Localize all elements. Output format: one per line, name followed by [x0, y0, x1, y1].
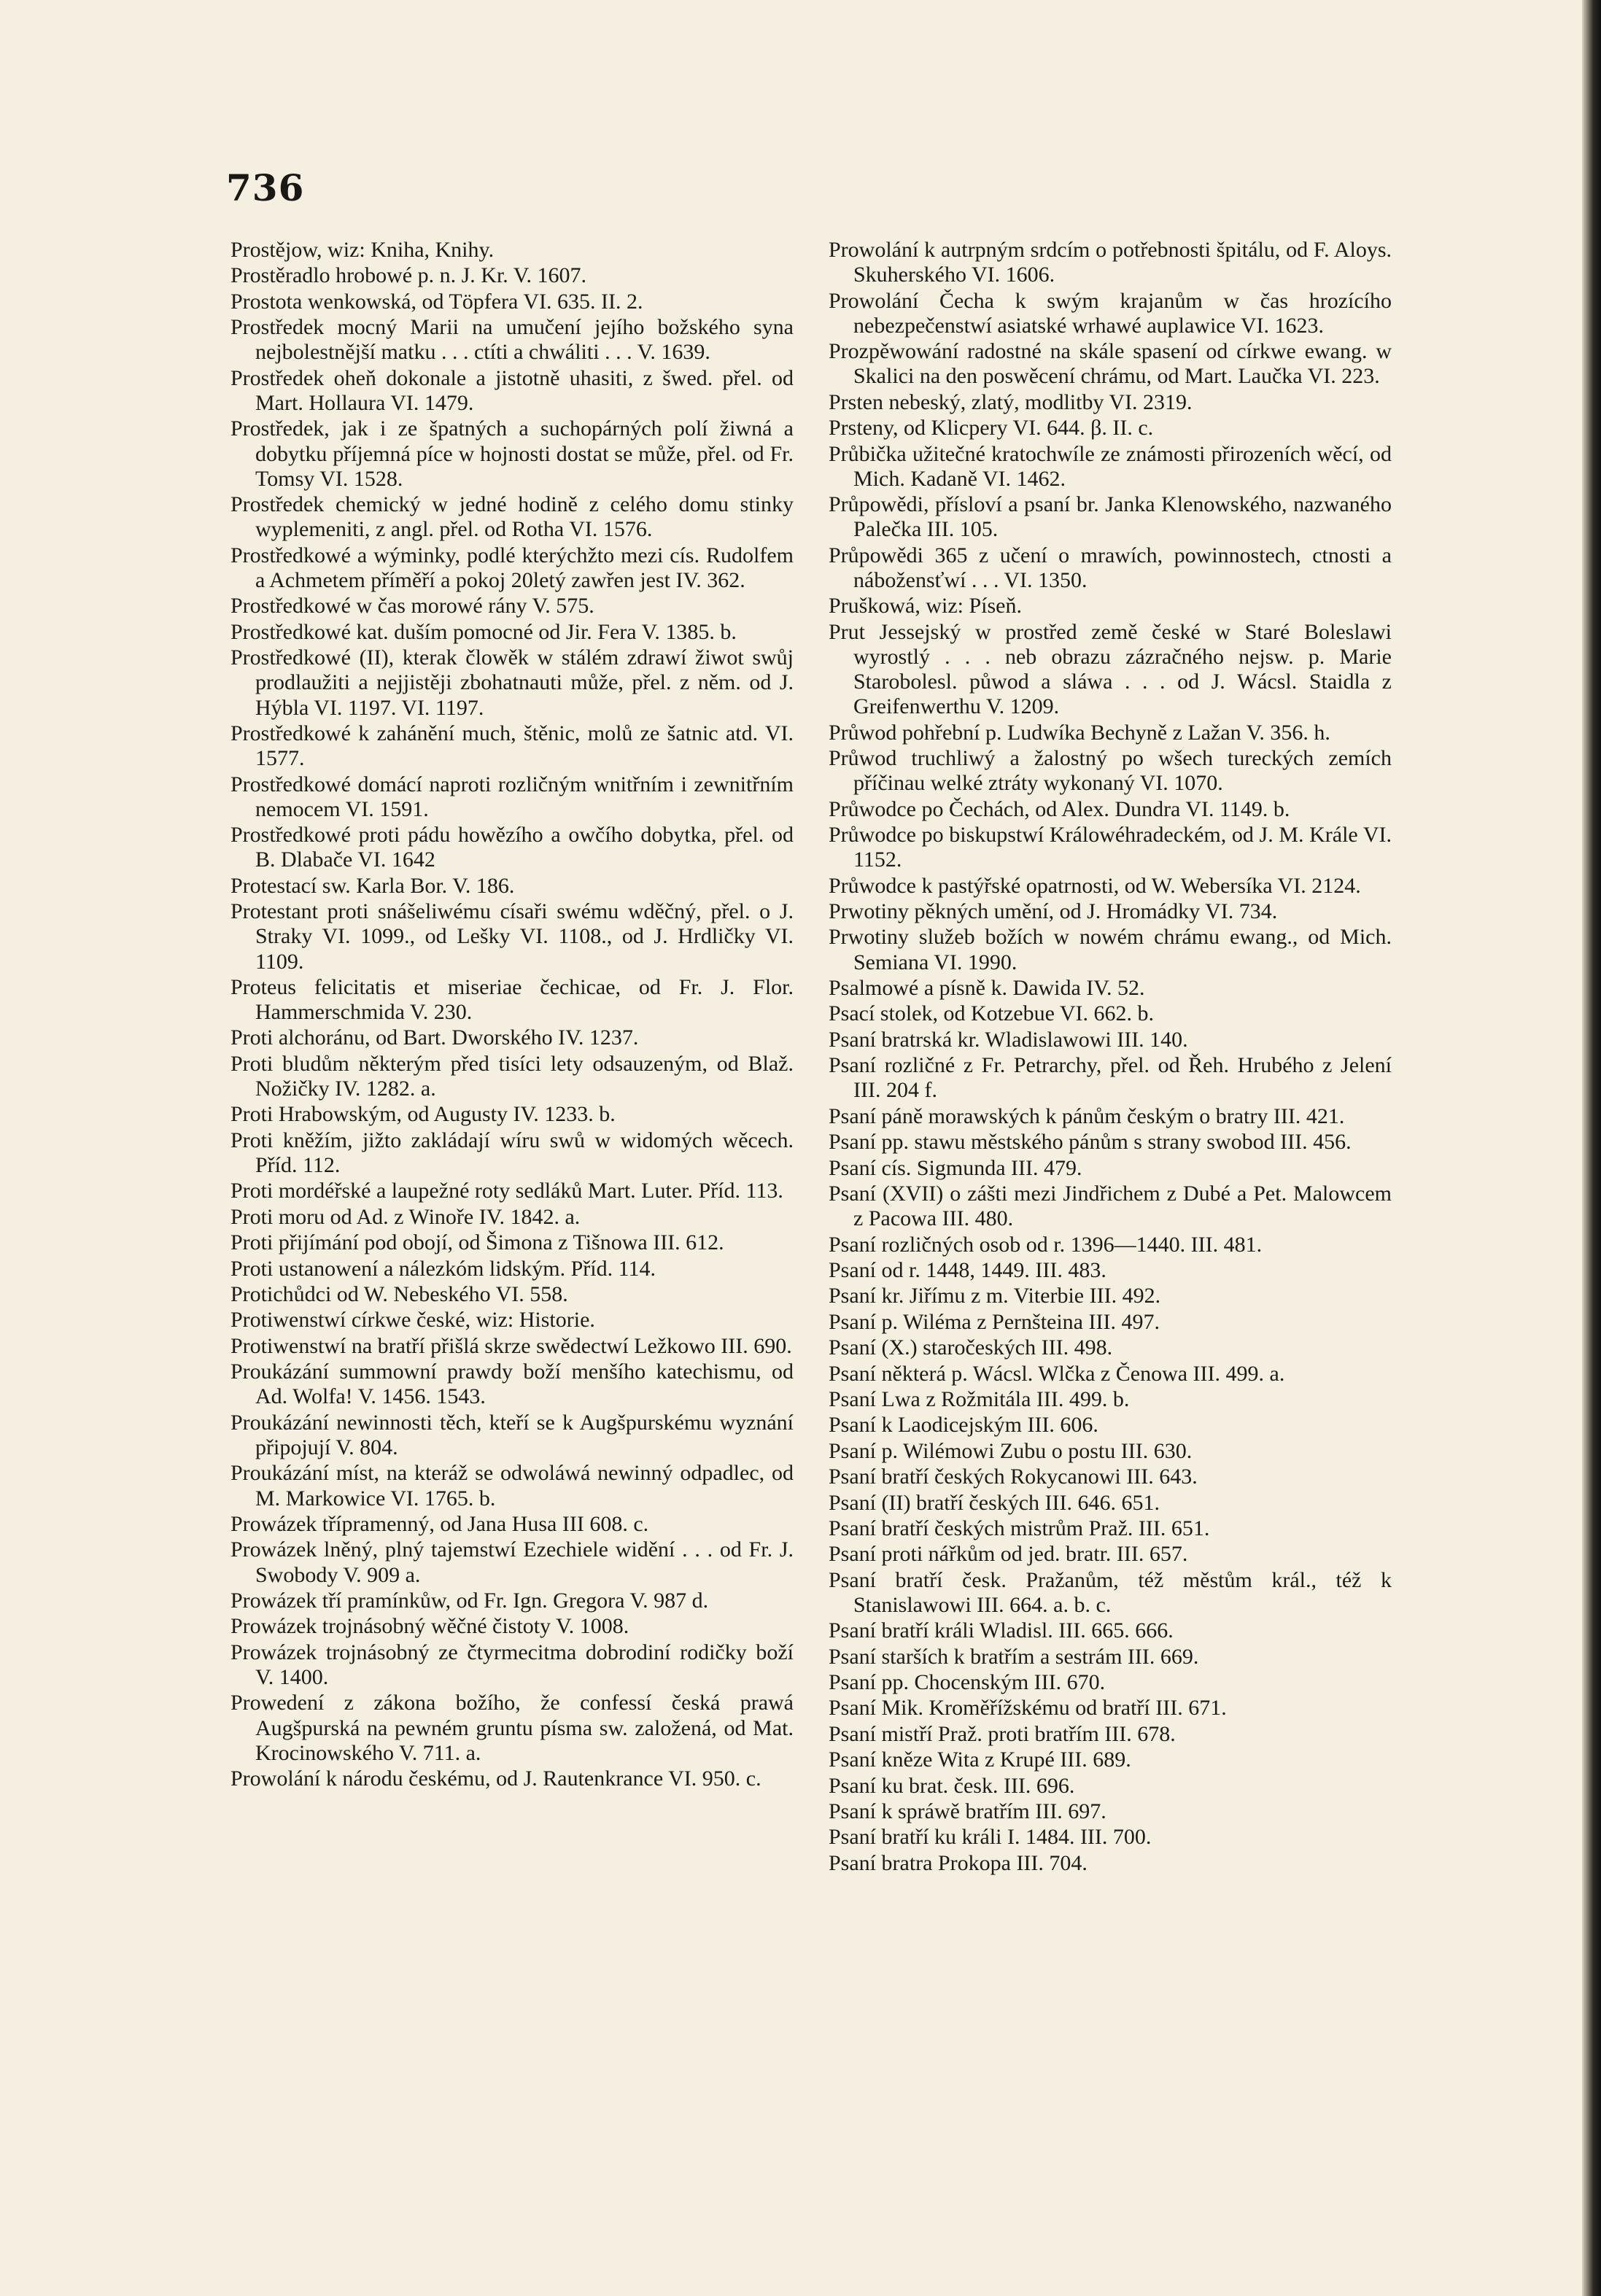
- index-entry: Prostředek oheň dokonale a jistotně uhasiti, z šwed. přel. od Mart. Hollaura VI. 1479.: [230, 365, 794, 415]
- index-entry: Prowolání Čecha k swým krajanům w čas hrozícího nebezpečenstwí asiatské wrhawé auplawice VI. 1623.: [829, 288, 1392, 338]
- index-entry: Psaní bratří ku králi I. 1484. III. 700.: [829, 1825, 1152, 1850]
- index-entry: Psaní p. Wiléma z Pernšteina III. 497.: [829, 1309, 1160, 1334]
- index-entry: Protiwenstwí církwe české, wiz: Historie.: [230, 1308, 595, 1333]
- index-entry: Psaní k spráwě bratřím III. 697.: [829, 1799, 1106, 1824]
- index-entry: Psací stolek, od Kotzebue VI. 662. b.: [829, 1001, 1155, 1026]
- index-entry: Psaní rozličné z Fr. Petrarchy, přel. od Řeh. Hrubého z Jelení III. 204 f.: [829, 1053, 1392, 1103]
- index-entry: Prostěradlo hrobowé p. n. J. Kr. V. 1607.: [230, 263, 587, 288]
- index-entry: Psaní pp. Chocenským III. 670.: [829, 1670, 1106, 1695]
- index-entry: Psaní p. Wilémowi Zubu o postu III. 630.: [829, 1438, 1193, 1463]
- index-entry: Psaní pp. stawu městského pánům s strany swobod III. 456.: [829, 1130, 1352, 1155]
- index-entry: Prowázek trojnásobný ze čtyrmecitma dobrodiní rodičky boží V. 1400.: [230, 1640, 794, 1689]
- index-entry: Psaní (XVII) o zášti mezi Jindřichem z Dubé a Pet. Malowcem z Pacowa III. 480.: [829, 1182, 1392, 1231]
- page-number: 736: [226, 166, 305, 209]
- index-entry: Psaní (II) bratří českých III. 646. 651.: [829, 1490, 1160, 1515]
- index-entry: Psaní páně morawských k pánům českým o bratry III. 421.: [829, 1104, 1345, 1128]
- index-entry: Prowázek tří pramínkůw, od Fr. Ign. Gregora V. 987 d.: [230, 1588, 709, 1613]
- index-entry: Proukázání míst, na kteráž se odwoláwá newinný odpadlec, od M. Markowice VI. 1765. b.: [230, 1461, 794, 1510]
- index-entry: Psaní některá p. Wácsl. Wlčka z Čenowa III. 499. a.: [829, 1361, 1285, 1386]
- index-entry: Psaní rozličných osob od r. 1396—1440. III. 481.: [829, 1232, 1263, 1257]
- index-entry: Psalmowé a písně k. Dawida IV. 52.: [829, 976, 1145, 1001]
- index-entry: Protestant proti snášeliwému císaři swému wděčný, přel. o J. Straky VI. 1099., od Lešky VI. 1108., od J. Hrdličky VI. 1109.: [230, 899, 794, 974]
- index-entry: Psaní bratrská kr. Wladislawowi III. 140.: [829, 1027, 1188, 1052]
- index-entry: Psaní mistří Praž. proti bratřím III. 678.: [829, 1721, 1176, 1746]
- index-entry: Psaní bratří česk. Pražanům, též městům král., též k Stanislawowi III. 664. a. b. c.: [829, 1567, 1392, 1617]
- index-entry: Proti alchoránu, od Bart. Dworského IV. 1237.: [230, 1025, 639, 1050]
- index-entry: Průwodce po biskupstwí Králowéhradeckém, od J. M. Krále VI. 1152.: [829, 823, 1392, 872]
- index-column-left: [230, 238, 794, 1793]
- index-entry: Proukázání summowní prawdy boží menšího katechismu, od Ad. Wolfa! V. 1456. 1543.: [230, 1360, 794, 1409]
- index-entry: Psaní starších k bratřím a sestrám III. 669.: [829, 1644, 1199, 1669]
- index-entry: Průwod pohřební p. Ludwíka Bechyně z Lažan V. 356. h.: [829, 720, 1330, 745]
- index-entry: Psaní k Laodicejským III. 606.: [829, 1413, 1098, 1438]
- index-entry: Psaní (X.) staročeských III. 498.: [829, 1335, 1113, 1360]
- index-entry: Psaní bratra Prokopa III. 704.: [829, 1850, 1088, 1875]
- index-entry: Prowázek trojnásobný wěčné čistoty V. 1008.: [230, 1614, 629, 1639]
- index-entry: Prwotiny pěkných umění, od J. Hromádky VI. 734.: [829, 899, 1278, 924]
- index-entry: Psaní cís. Sigmunda III. 479.: [829, 1155, 1082, 1180]
- index-entry: Protichůdci od W. Nebeského VI. 558.: [230, 1282, 568, 1307]
- index-entry: Proti ustanowení a nálezkóm lidským. Příd. 114.: [230, 1256, 656, 1281]
- index-entry: Psaní bratří českých mistrům Praž. III. 651.: [829, 1516, 1210, 1540]
- index-entry: Prut Jessejský w prostřed země české w Staré Boleslawi wyrostlý . . . neb obrazu zázračného nejsw. p. Marie Starobolesl. půwod a sláwa . . . od J. Wácsl. Staidla z Greifenwerthu V. 1209.: [829, 619, 1392, 719]
- index-entry: Psaní proti nářkům od jed. bratr. III. 657.: [829, 1542, 1188, 1567]
- index-entry: Prostředek mocný Marii na umučení jejího božského syna nejbolestnější matku . . . ctíti a chwáliti . . . V. 1639.: [230, 315, 794, 365]
- index-entry: Prostředkowé proti pádu howězího a owčího dobytka, přel. od B. Dlabače VI. 1642: [230, 823, 794, 872]
- index-entry: Prowedení z zákona božího, že confessí česká prawá Augšpurská na pewném gruntu písma sw. založená, od Mat. Krocinowského V. 711. a.: [230, 1691, 794, 1765]
- index-column-right: [829, 238, 1392, 1877]
- index-entry: Prowolání k národu českému, od J. Rautenkrance VI. 950. c.: [230, 1766, 761, 1791]
- index-entry: Proti bludům některým před tisíci lety odsauzeným, od Blaž. Nožičky IV. 1282. a.: [230, 1051, 794, 1101]
- index-entry: Prostředkowé k zahánění much, štěnic, molů ze šatnic atd. VI. 1577.: [230, 721, 794, 771]
- index-entry: Proukázání newinnosti těch, kteří se k Augšpurskému wyznání připojují V. 804.: [230, 1410, 794, 1459]
- index-entry: Prostředek, jak i ze špatných a suchopárných polí žiwná a dobytku příjemná píce w hojnosti dostat se může, přel. od Fr. Tomsy VI. 1528.: [230, 416, 794, 491]
- index-entry: Proti moru od Ad. z Winoře IV. 1842. a.: [230, 1204, 581, 1229]
- index-entry: Proti Hrabowským, od Augusty IV. 1233. b.: [230, 1102, 616, 1127]
- index-entry: Psaní kněze Wita z Krupé III. 689.: [829, 1748, 1131, 1772]
- index-entry: Psaní kr. Jiřímu z m. Viterbie III. 492.: [829, 1284, 1161, 1308]
- index-entry: Průpowědi 365 z učení o mrawích, powinnostech, ctnosti a nábožensťwí . . . VI. 1350.: [829, 543, 1392, 592]
- index-entry: Psaní Mik. Kroměřížskému od bratří III. 671.: [829, 1696, 1227, 1721]
- index-entry: Prostředkowé w čas morowé rány V. 575.: [230, 594, 594, 618]
- index-entry: Proti kněžím, jižto zakládají wíru swů w widomých wěcech. Příd. 112.: [230, 1128, 794, 1178]
- index-entry: Psaní ku brat. česk. III. 696.: [829, 1773, 1075, 1798]
- index-entry: Průpowědi, přísloví a psaní br. Janka Klenowského, nazwaného Palečka III. 105.: [829, 492, 1392, 542]
- index-entry: Prsteny, od Klicpery VI. 644. β. II. c.: [829, 416, 1154, 441]
- index-entry: Prowolání k autrpným srdcím o potřebnosti špitálu, od F. Aloys. Skuherského VI. 1606.: [829, 238, 1392, 287]
- index-entry: Psaní od r. 1448, 1449. III. 483.: [829, 1258, 1106, 1282]
- index-entry: Proti mordéřské a laupežné roty sedláků Mart. Luter. Příd. 113.: [230, 1179, 783, 1203]
- index-entry: Proteus felicitatis et miseriae čechicae, od Fr. J. Flor. Hammerschmida V. 230.: [230, 974, 794, 1025]
- index-entry: Prowázek třípramenný, od Jana Husa III 608. c.: [230, 1511, 649, 1536]
- index-entry: Průwod truchliwý a žalostný po wšech tureckých zemích příčinau welké ztráty wykonaný VI. 1070.: [829, 746, 1392, 796]
- index-entry: Pruškowá, wiz: Píseň.: [829, 594, 1022, 618]
- index-entry: Psaní Lwa z Rožmitála III. 499. b.: [829, 1386, 1130, 1411]
- index-entry: Prostředkowé (II), kterak člowěk w stálém zdrawí žiwot swůj prodlaužiti a nejjistěji zbohatnauti může, přel. z něm. od J. Hýbla VI. 1197. VI. 1197.: [230, 645, 794, 720]
- index-entry: Prowázek lněný, plný tajemstwí Ezechiele widění . . . od Fr. J. Swobody V. 909 a.: [230, 1537, 794, 1587]
- index-entry: Prostředkowé kat. duším pomocné od Jir. Fera V. 1385. b.: [230, 619, 737, 644]
- page-edge-shadow: [1582, 0, 1601, 2296]
- index-entry: Prsten nebeský, zlatý, modlitby VI. 2319.: [829, 389, 1193, 414]
- index-entry: Prwotiny služeb božích w nowém chrámu ewang., od Mich. Semiana VI. 1990.: [829, 925, 1392, 974]
- index-entry: Prozpěwowání radostné na skále spasení od církwe ewang. w Skalici na den poswěcení chrámu, od Mart. Laučka VI. 223.: [829, 339, 1392, 389]
- index-entry: Průwodce po Čechách, od Alex. Dundra VI. 1149. b.: [829, 796, 1290, 821]
- index-entry: Průbička užitečné kratochwíle ze známosti přirozeních wěcí, od Mich. Kadaně VI. 1462.: [829, 441, 1392, 491]
- index-entry: Prostředkowé domácí naproti rozličným wnitřním i zewnitřním nemocem VI. 1591.: [230, 772, 794, 821]
- index-entry: Psaní bratří králi Wladisl. III. 665. 666.: [829, 1618, 1174, 1643]
- index-entry: Psaní bratří českých Rokycanowi III. 643.: [829, 1465, 1198, 1489]
- index-entry: Prostějow, wiz: Kniha, Knihy.: [230, 238, 495, 262]
- index-entry: Prostota wenkowská, od Töpfera VI. 635. II. 2.: [230, 289, 643, 314]
- index-entry: Proti přijímání pod obojí, od Šimona z Tišnowa III. 612.: [230, 1230, 724, 1255]
- index-entry: Prostředek chemický w jedné hodině z celého domu stinky wyplemeniti, z angl. přel. od Rotha VI. 1576.: [230, 492, 794, 542]
- index-entry: Průwodce k pastýřské opatrnosti, od W. Webersíka VI. 2124.: [829, 873, 1361, 898]
- index-entry: Prostředkowé a wýminky, podlé kterýchžto mezi cís. Rudolfem a Achmetem příměří a pokoj 20letý zawřen jest IV. 362.: [230, 543, 794, 592]
- index-entry: Protestací sw. Karla Bor. V. 186.: [230, 873, 515, 898]
- index-entry: Protiwenstwí na bratří přišlá skrze swědectwí Ležkowo III. 690.: [230, 1333, 792, 1358]
